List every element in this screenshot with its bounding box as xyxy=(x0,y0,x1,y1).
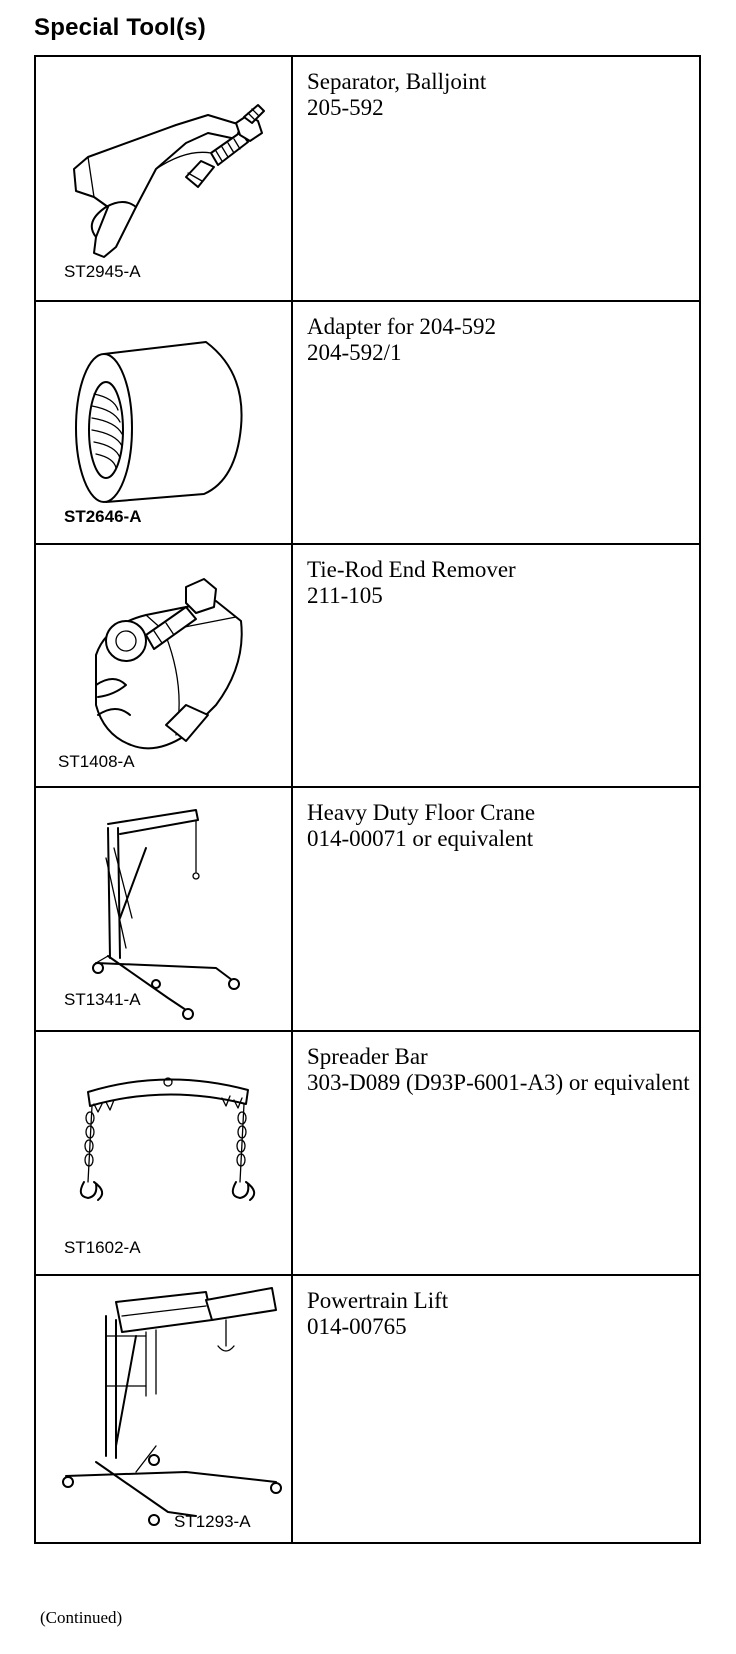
table-row xyxy=(35,56,700,301)
tool-code: ST1341-A xyxy=(64,990,141,1009)
tool-name: Heavy Duty Floor Crane xyxy=(307,800,536,825)
table-row xyxy=(35,1275,700,1543)
tool-name: Spreader Bar xyxy=(307,1044,428,1069)
tool-code: ST1408-A xyxy=(58,752,135,771)
table-row xyxy=(35,544,700,787)
tool-image-cell xyxy=(35,787,292,1031)
tool-code: ST1293-A xyxy=(174,1512,251,1531)
tool-part-number: 303-D089 (D93P-6001-A3) or equivalent xyxy=(307,1070,690,1095)
tool-description-cell xyxy=(292,1275,700,1543)
tool-name: Adapter for 204-592 xyxy=(307,314,497,339)
tool-description-cell xyxy=(292,787,700,1031)
tool-part-number: 204-592/1 xyxy=(307,340,402,365)
tool-code: ST2646-A xyxy=(64,507,142,526)
tool-description-cell xyxy=(292,301,700,544)
tool-description-cell xyxy=(292,56,700,301)
tool-image-cell xyxy=(35,1275,292,1543)
tie-rod-remover-icon xyxy=(36,545,291,786)
powertrain-lift-icon xyxy=(36,1276,291,1542)
tool-image-cell xyxy=(35,544,292,787)
tool-code: ST1602-A xyxy=(64,1238,141,1257)
tool-description-cell xyxy=(292,544,700,787)
tool-description-cell xyxy=(292,1031,700,1275)
tool-image-cell xyxy=(35,56,292,301)
tool-part-number: 205-592 xyxy=(307,95,384,120)
tool-name: Tie-Rod End Remover xyxy=(307,557,516,582)
tool-image-cell xyxy=(35,1031,292,1275)
table-row xyxy=(35,787,700,1031)
tool-part-number: 014-00071 or equivalent xyxy=(307,826,534,851)
tool-code: ST2945-A xyxy=(64,262,141,281)
page-title: Special Tool(s) xyxy=(34,14,206,41)
tool-image-cell xyxy=(35,301,292,544)
continued-note: (Continued) xyxy=(40,1608,123,1627)
table-row xyxy=(35,301,700,544)
special-tools-table xyxy=(34,55,701,1544)
tool-name: Powertrain Lift xyxy=(307,1288,449,1313)
tool-name: Separator, Balljoint xyxy=(307,69,487,94)
tool-part-number: 211-105 xyxy=(307,583,383,608)
tool-part-number: 014-00765 xyxy=(307,1314,407,1339)
table-row xyxy=(35,1031,700,1275)
